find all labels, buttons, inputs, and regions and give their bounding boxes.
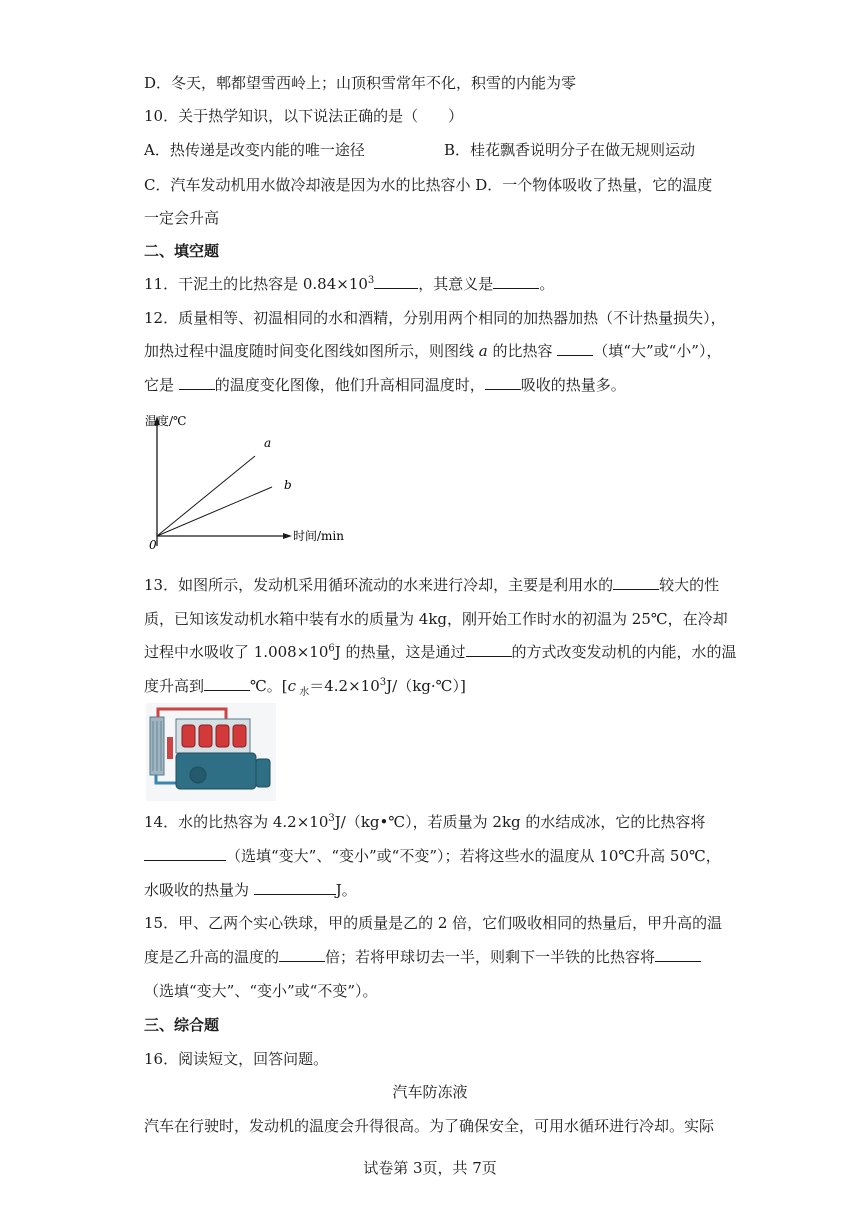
q10-option-d-cont: 一定会升高	[144, 209, 220, 227]
q14-line-3: 水吸收的热量为 J。	[144, 881, 357, 899]
q13-blank-3[interactable]	[204, 676, 250, 691]
q13-blank-2[interactable]	[466, 642, 512, 657]
engine-illustration-icon	[146, 703, 276, 801]
graph-line-a	[157, 456, 255, 536]
q11-blank-2[interactable]	[493, 274, 539, 289]
q13-line-3: 过程中水吸收了 $1.008\times 10^6J$ 的热量，这是通过 的方式改变发动机的内能，水的温	[144, 643, 737, 661]
q9-option-d: D．冬天，郫都望雪西岭上；山顶积雪常年不化，积雪的内能为零	[144, 74, 577, 92]
q10-option-cd: C．汽车发动机用水做冷却液是因为水的比热容小 D．一个物体吸收了热量，它的温度	[144, 176, 713, 194]
q11: 11．干泥土的比热容是 $0.84\times 10^3$ ，其意义是 。	[144, 275, 555, 293]
q13-line-1: 13．如图所示，发动机采用循环流动的水来进行冷却，主要是利用水的 较大的性	[144, 576, 720, 594]
q14-blank-2[interactable]	[254, 880, 336, 895]
q15-blank-2[interactable]	[655, 947, 701, 962]
q14-blank-1[interactable]	[144, 846, 226, 861]
q13-line-2: 质，已知该发动机水箱中装有水的质量为 4kg，刚开始工作时水的初温为 25℃，在冷却	[144, 610, 728, 628]
q14-line-2: （选填“变大”、“变小”或“不变”）；若将这些水的温度从 10℃升高 50℃，	[144, 846, 721, 866]
graph-line-b-label: b	[284, 478, 292, 492]
graph-origin-label: 0	[149, 538, 157, 552]
q11-blank-1[interactable]	[374, 274, 418, 289]
section-comprehensive-heading: 三、综合题	[144, 1016, 220, 1034]
q10-stem: 10．关于热学知识，以下说法正确的是（ ）	[144, 107, 464, 125]
q12-line-1: 12．质量相等、初温相同的水和酒精，分别用两个相同的加热器加热（不计热量损失），	[144, 309, 726, 327]
q15-line-2: 度是乙升高的温度的 倍；若将甲球切去一半，则剩下一半铁的比热容将	[144, 947, 701, 967]
section-fill-in-heading: 二、填空题	[144, 242, 220, 260]
q13-line-4: 度升高到 ℃。[c $_水=4.2\times 10^3J/(kg\cdot℃)$]	[144, 677, 466, 698]
q15-blank-1[interactable]	[279, 947, 325, 962]
q16-stem: 16．阅读短文，回答问题。	[144, 1050, 329, 1068]
page-footer: 试卷第 3页，共 7页	[363, 1159, 497, 1177]
q12-line-2: 加热过程中温度随时间变化图线如图所示，则图线 a 的比热容 （填“大”或“小”），	[144, 342, 722, 360]
q10-option-b: B．桂花飘香说明分子在做无规则运动	[444, 141, 696, 159]
x-axis-arrow-icon	[283, 533, 292, 539]
q12-blank-2[interactable]	[179, 375, 215, 390]
q14-line-1: 14．水的比热容为 $4.2\times 10^3J/(kg•℃)$，若质量为 2kg 的水结成冰，它的比热容将	[144, 813, 706, 831]
graph-x-label: 时间/min	[293, 529, 344, 543]
article-title: 汽车防冻液	[392, 1083, 468, 1101]
q12-blank-3[interactable]	[485, 375, 521, 390]
article-paragraph: 汽车在行驶时，发动机的温度会升得很高。为了确保安全，可用水循环进行冷却。实际	[144, 1117, 715, 1135]
q15-line-1: 15．甲、乙两个实心铁球，甲的质量是乙的 2 倍，它们吸收相同的热量后，甲升高的温	[144, 914, 723, 932]
q10-option-a: A．热传递是改变内能的唯一途径	[144, 141, 365, 159]
graph-line-b	[157, 487, 272, 536]
q13-blank-1[interactable]	[613, 575, 659, 590]
q12-blank-1[interactable]	[557, 341, 593, 356]
q12-line-3: 它是 的温度变化图像，他们升高相同温度时， 吸收的热量多。	[144, 376, 626, 394]
temperature-time-graph	[140, 410, 360, 552]
graph-line-a-label: a	[264, 436, 272, 450]
q15-line-3: （选填“变大”、“变小”或“不变”）。	[144, 982, 378, 1000]
graph-y-label: 温度/℃	[145, 414, 187, 428]
